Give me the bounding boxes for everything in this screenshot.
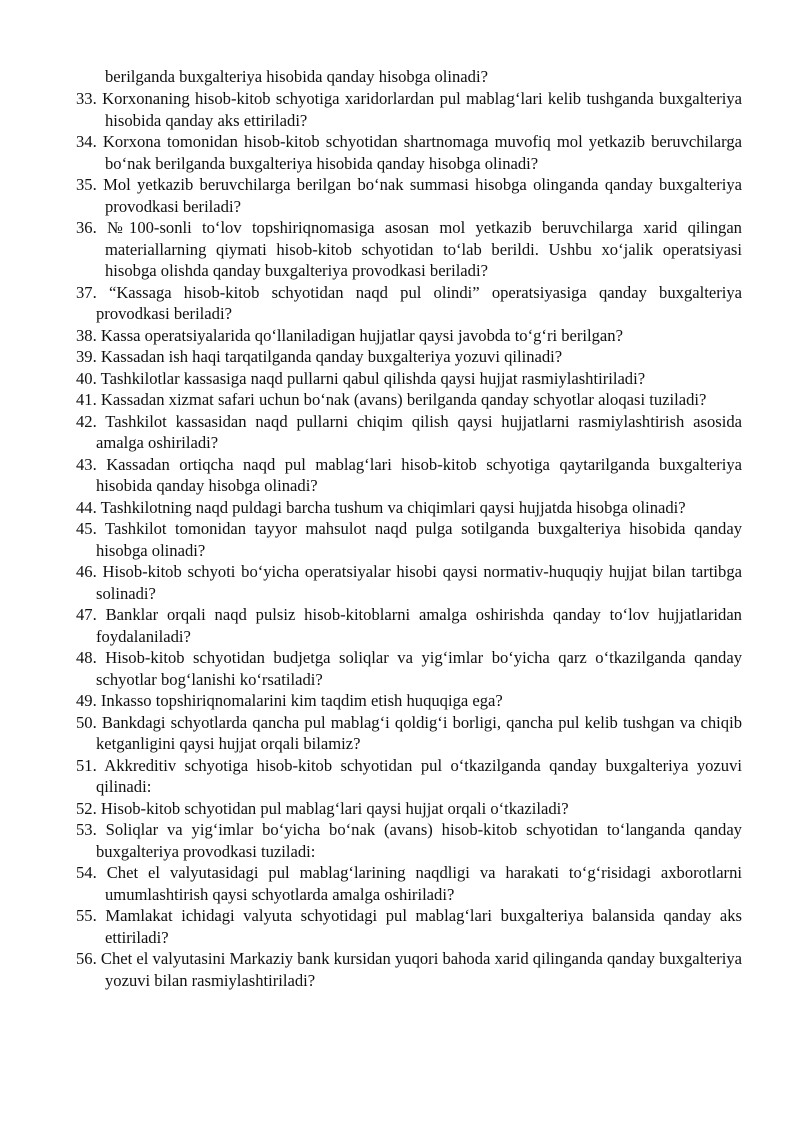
question-list <box>76 88 742 991</box>
question-text: Korxonaning hisob-kitob schyotiga xaridorlardan pul mablag‘lari kelib tushganda buxgalteriya hisobida qanday aks ettiriladi? <box>102 89 742 130</box>
question-text: Akkreditiv schyotiga hisob-kitob schyotidan pul o‘tkazilganda qanday buxgalteriya yozuvi qilinadi: <box>96 755 743 796</box>
question-item <box>76 174 742 217</box>
question-text: Inkasso topshiriqnomalarini kim taqdim etish huquqiga ega? <box>100 691 503 710</box>
question-text: Tashkilotlar kassasiga naqd pullarni qabul qilishda qaysi hujjat rasmiylashtiriladi? <box>100 368 646 388</box>
question-number: 54. <box>76 863 97 882</box>
question-item <box>76 88 742 131</box>
question-text: Mamlakat ichidagi valyuta schyotidagi pul mablag‘lari buxgalteriya balansida qanday aks ettiriladi? <box>105 906 742 947</box>
question-number: 40. <box>76 368 97 388</box>
question-item <box>76 217 742 282</box>
question-number: 56. <box>76 949 97 968</box>
question-item <box>76 368 742 390</box>
question-text: Banklar orqali naqd pulsiz hisob-kitoblarni amalga oshirishda qanday to‘lov hujjatlaridan foydalaniladi? <box>96 605 742 646</box>
question-item <box>76 389 742 411</box>
question-number: 37. <box>76 282 97 302</box>
question-number: 36. <box>76 218 97 237</box>
question-text: Chet el valyutasidagi pul mablag‘larining naqdligi va harakati to‘g‘risidagi axborotlarni umumlashtirish qaysi schyotlarda amalga oshiriladi? <box>105 863 742 904</box>
question-text: Tashkilot kassasidan naqd pullarni chiqim qilish qaysi hujjatlarni rasmiylashtirish asosida amalga oshiriladi? <box>96 411 742 452</box>
question-item <box>76 346 742 368</box>
question-number: 34. <box>76 132 97 151</box>
question-item <box>76 755 742 798</box>
question-number: 41. <box>76 390 97 409</box>
question-item <box>76 131 742 174</box>
question-item <box>76 819 742 862</box>
question-item <box>76 604 742 647</box>
question-number: 46. <box>76 562 97 581</box>
question-text: Kassadan ortiqcha naqd pul mablag‘lari hisob-kitob schyotiga qaytarilganda buxgalteriya hisobida qanday hisobga olinadi? <box>96 454 742 495</box>
question-item <box>76 905 742 948</box>
question-number: 38. <box>76 325 97 345</box>
question-item <box>76 712 742 755</box>
question-item <box>76 862 742 905</box>
question-text: Kassadan xizmat safari uchun bo‘nak (avans) berilganda qanday schyotlar aloqasi tuziladi? <box>100 390 707 409</box>
question-number: 39. <box>76 347 97 366</box>
question-text: Kassadan ish haqi tarqatilganda qanday buxgalteriya yozuvi qilinadi? <box>100 347 563 366</box>
question-item <box>76 497 742 519</box>
question-text: “Kassaga hisob-kitob schyotidan naqd pul olindi” operatsiyasiga qanday buxgalteriya provodkasi beriladi? <box>96 282 742 323</box>
question-text: Tashkilot tomonidan tayyor mahsulot naqd pulga sotilganda buxgalteriya hisobida qanday hisobga olinadi? <box>96 519 742 560</box>
question-item <box>76 282 742 325</box>
question-item <box>76 454 742 497</box>
question-number: 42. <box>76 411 97 431</box>
question-text: Bankdagi schyotlarda qancha pul mablag‘i qoldig‘i borligi, qancha pul kelib tushgan va chiqib ketganligini qaysi hujjat orqali bilamiz? <box>96 712 742 753</box>
question-number: 43. <box>76 454 97 474</box>
question-number: 48. <box>76 648 97 667</box>
question-item <box>76 325 742 347</box>
question-text: №100-sonli to‘lov topshiriqnomasiga asosan mol yetkazib beruvchilarga xarid qilingan materiallarning qiymati hisob-kitob schyotidan to‘lab berildi. Ushbu xo‘jalik operatsiyasi hisobga olishda qanday buxgalteriya provodkasi beriladi? <box>105 218 742 280</box>
question-text: Soliqlar va yig‘imlar bo‘yicha bo‘nak (avans) hisob-kitob schyotidan to‘langanda qanday buxgalteriya provodkasi tuziladi: <box>96 820 742 861</box>
question-text: Hisob-kitob schyoti bo‘yicha operatsiyalar hisobi qaysi normativ-huquqiy hujjat bilan tartibga solinadi? <box>96 562 743 603</box>
question-number: 45. <box>76 519 97 538</box>
question-item <box>76 690 742 712</box>
question-text: Korxona tomonidan hisob-kitob schyotidan shartnomaga muvofiq mol yetkazib beruvchilarga bo‘nak berilganda buxgalteriya hisobida qanday hisobga olinadi? <box>102 132 742 173</box>
question-text: Hisob-kitob schyotidan budjetga soliqlar va yig‘imlar bo‘yicha qarz o‘tkazilganda qanday schyotlar bog‘lanishi ko‘rsatiladi? <box>96 648 742 689</box>
question-number: 44. <box>76 497 97 517</box>
question-number: 52. <box>76 798 97 818</box>
question-item <box>76 798 742 820</box>
question-text: Kassa operatsiyalarida qo‘llaniladigan hujjatlar qaysi javobda to‘g‘ri berilgan? <box>100 325 623 345</box>
question-number: 53. <box>76 820 97 839</box>
question-item <box>76 647 742 690</box>
question-number: 49. <box>76 691 97 710</box>
question-item <box>76 561 742 604</box>
continued-question-line: berilganda buxgalteriya hisobida qanday hisobga olinadi? <box>105 67 488 86</box>
question-number: 55. <box>76 906 97 925</box>
question-text: Tashkilotning naqd puldagi barcha tushum va chiqimlari qaysi hujjatda hisobga olinadi? <box>100 497 686 517</box>
question-text: Mol yetkazib beruvchilarga berilgan bo‘nak summasi hisobga olinganda qanday buxgalteriya provodkasi beriladi? <box>103 175 742 216</box>
question-number: 47. <box>76 605 97 624</box>
question-number: 33. <box>76 89 97 108</box>
question-text: Hisob-kitob schyotidan pul mablag‘lari qaysi hujjat orqali o‘tkaziladi? <box>100 798 569 818</box>
question-item <box>76 518 742 561</box>
question-number: 50. <box>76 712 97 732</box>
question-text: Chet el valyutasini Markaziy bank kursidan yuqori bahoda xarid qilinganda qanday buxgalteriya yozuvi bilan rasmiylashtiriladi? <box>100 949 743 990</box>
question-number: 35. <box>76 175 97 194</box>
question-item <box>76 411 742 454</box>
question-number: 51. <box>76 755 97 775</box>
question-item <box>76 948 742 991</box>
